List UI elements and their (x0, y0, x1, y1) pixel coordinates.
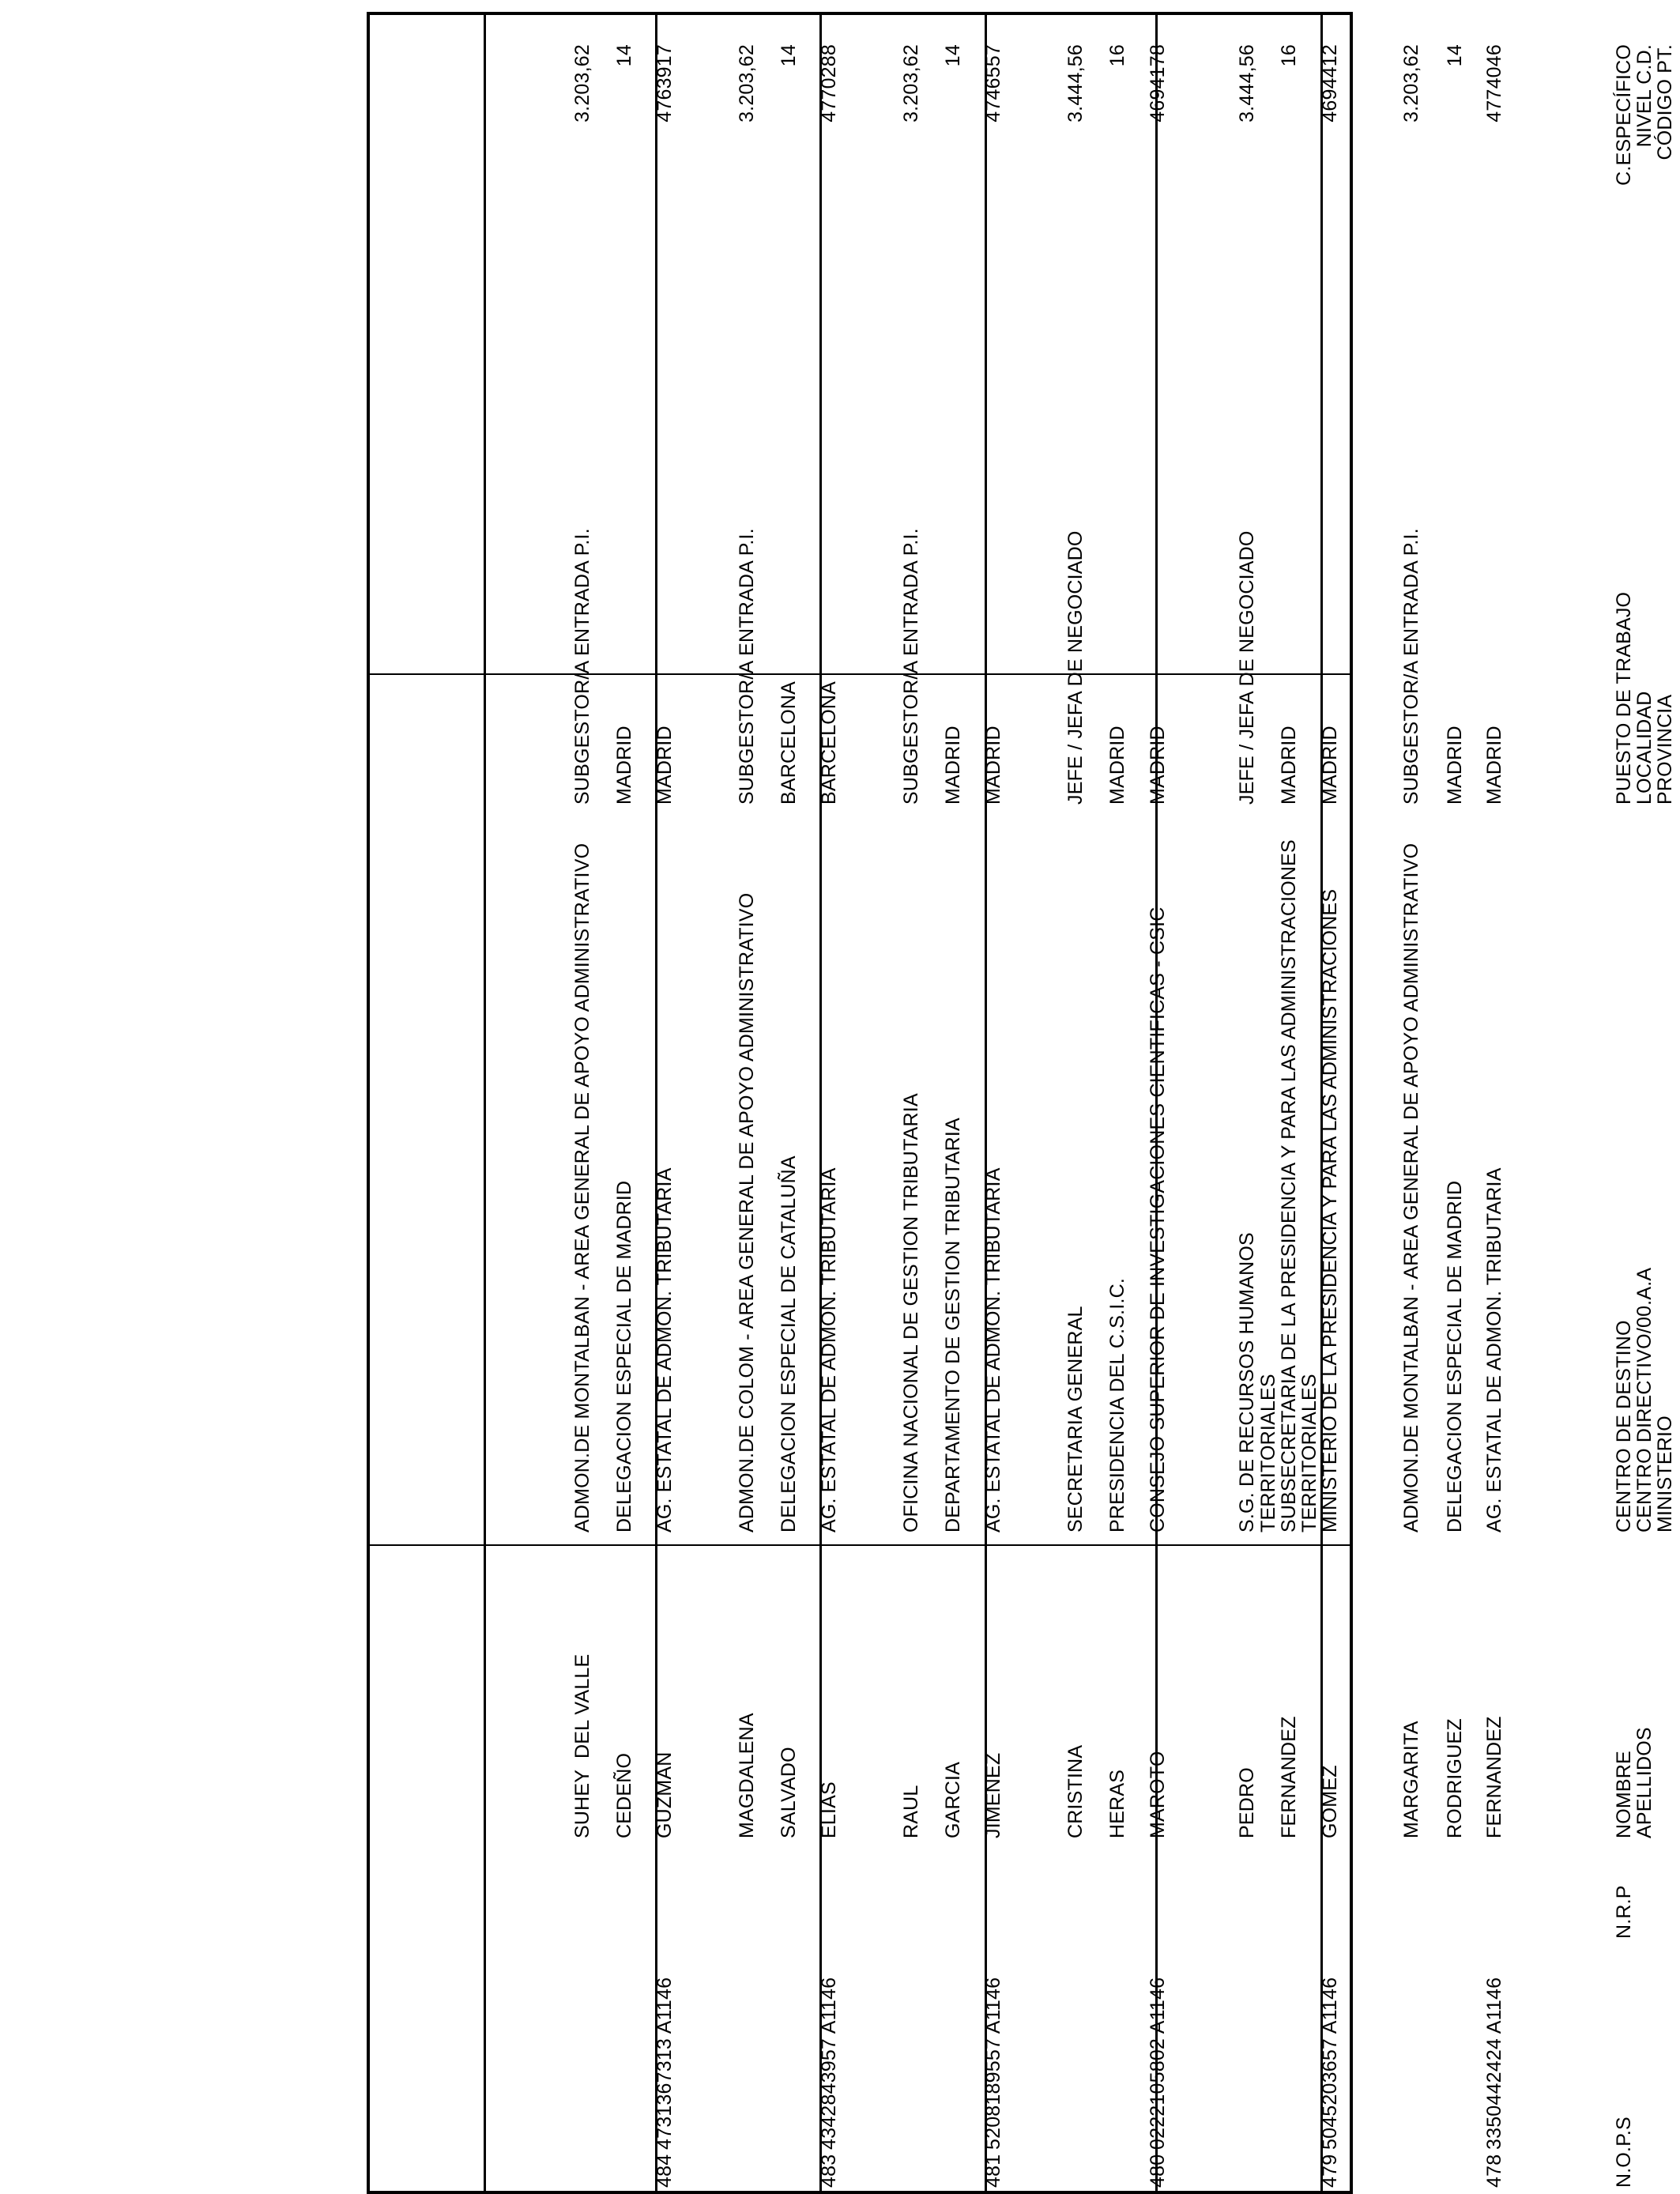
codigo-value: 4746557 (982, 44, 1004, 123)
localidad-value: BARCELONA (778, 680, 800, 805)
apellido2-value: FERNANDEZ (1278, 1716, 1300, 1838)
centro-destino-value: ADMON.DE MONTALBAN - AREA GENERAL DE APOYO ADMINISTRATIVO (1400, 843, 1422, 1532)
provincia-value: MADRID (1147, 726, 1169, 805)
nops-value: 484 (654, 2154, 676, 2188)
apellido2-value: HERAS (1106, 1769, 1128, 1838)
nops-value: 483 (818, 2154, 840, 2188)
ministerio-value: CONSEJO SUPERIOR DE INVESTIGACIONES CIENTIFICAS - CSIC (1147, 907, 1169, 1532)
codigo-value: 4763917 (654, 44, 676, 123)
header-nops: N.O.P.S (1613, 2117, 1635, 2188)
header-provincia: PROVINCIA (1654, 694, 1676, 805)
centro-destino-value: ADMON.DE COLOM - AREA GENERAL DE APOYO ADMINISTRATIVO (736, 892, 758, 1532)
nrp-value: 4731367313 A1146 (654, 1977, 676, 2150)
ministerio-line2: TERRITORIALES (1298, 1374, 1320, 1532)
provincia-value: MADRID (1319, 726, 1341, 805)
row-separator (985, 12, 987, 2194)
column-divider (367, 673, 1353, 675)
header-localidad: LOCALIDAD (1633, 691, 1656, 805)
nivel-value: 14 (778, 44, 800, 67)
nivel-value: 14 (613, 44, 635, 67)
column-divider (367, 1544, 1353, 1546)
puesto-value: SUBGESTOR/A ENTRADA P.I. (736, 528, 758, 805)
nrp-value: 3350442424 A1146 (1483, 1977, 1505, 2150)
ministerio-value: AG. ESTATAL DE ADMON. TRIBUTARIA (654, 1167, 676, 1532)
provincia-value: MADRID (1483, 726, 1505, 805)
row-separator (819, 12, 822, 2194)
centro-destino-value: ADMON.DE MONTALBAN - AREA GENERAL DE APOYO ADMINISTRATIVO (571, 843, 593, 1532)
localidad-value: MADRID (613, 726, 635, 805)
provincia-value: MADRID (654, 726, 676, 805)
nops-value: 481 (982, 2154, 1004, 2188)
codigo-value: 4694178 (1147, 44, 1169, 123)
header-nivel: NIVEL C.D. (1633, 44, 1656, 148)
nombre-value: MAGDALENA (736, 1713, 758, 1838)
provincia-value: BARCELONA (818, 680, 840, 805)
nrp-value: 5045203657 A1146 (1319, 1977, 1341, 2150)
apellido1-value: GOMEZ (1319, 1765, 1341, 1838)
nombre-value: RAUL (900, 1785, 922, 1838)
puesto-value: SUBGESTOR/A ENTRADA P.I. (900, 528, 922, 805)
especifico-value: 3.203,62 (736, 44, 758, 123)
especifico-value: 3.203,62 (571, 44, 593, 123)
ministerio-value: AG. ESTATAL DE ADMON. TRIBUTARIA (1483, 1167, 1505, 1532)
table-frame (367, 12, 1353, 2194)
nombre-value: MARGARITA (1400, 1721, 1422, 1838)
especifico-value: 3.203,62 (1400, 44, 1422, 123)
nivel-value: 14 (1444, 44, 1466, 67)
centro-destino-value: SECRETARIA GENERAL (1064, 1306, 1087, 1532)
header-nombre: NOMBRE (1613, 1751, 1635, 1838)
puesto-value: SUBGESTOR/A ENTRADA P.I. (1400, 528, 1422, 805)
apellido1-value: MAROTO (1147, 1751, 1169, 1838)
header-codigo: CÓDIGO PT. (1654, 44, 1676, 160)
apellido1-value: ELIAS (818, 1781, 840, 1838)
header-especifico: C.ESPECÍFICO (1613, 44, 1635, 186)
nops-value: 479 (1319, 2154, 1341, 2188)
nivel-value: 14 (942, 44, 964, 67)
localidad-value: MADRID (942, 726, 964, 805)
nombre-value: SUHEY DEL VALLE (571, 1653, 593, 1838)
nops-value: 480 (1147, 2154, 1169, 2188)
puesto-value: JEFE / JEFA DE NEGOCIADO (1236, 530, 1258, 805)
header-centro-destino: CENTRO DE DESTINO (1613, 1320, 1635, 1532)
codigo-value: 4774046 (1483, 44, 1505, 123)
nrp-value: 4342843957 A1146 (818, 1977, 840, 2150)
apellido2-value: CEDEÑO (613, 1752, 635, 1838)
header-ministerio: MINISTERIO (1654, 1416, 1676, 1532)
centro-directivo-value: DEPARTAMENTO DE GESTION TRIBUTARIA (942, 1118, 964, 1532)
centro-directivo-value: DELEGACION ESPECIAL DE MADRID (613, 1180, 635, 1532)
apellido1-value: FERNANDEZ (1483, 1716, 1505, 1838)
apellido2-value: SALVADO (778, 1747, 800, 1838)
ministerio-value: AG. ESTATAL DE ADMON. TRIBUTARIA (982, 1167, 1004, 1532)
especifico-value: 3.203,62 (900, 44, 922, 123)
localidad-value: MADRID (1278, 726, 1300, 805)
centro-directivo-value: DELEGACION ESPECIAL DE MADRID (1444, 1180, 1466, 1532)
especifico-value: 3.444,56 (1236, 44, 1258, 123)
apellido1-value: GUZMAN (654, 1751, 676, 1838)
nivel-value: 16 (1278, 44, 1300, 67)
codigo-value: 4694412 (1319, 44, 1341, 123)
centro-directivo-value: DELEGACION ESPECIAL DE CATALUÑA (778, 1155, 800, 1532)
ministerio-line1: MINISTERIO DE LA PRESIDENCIA Y PARA LAS ADMINISTRACIONES (1319, 888, 1341, 1532)
ministerio-value: AG. ESTATAL DE ADMON. TRIBUTARIA (818, 1167, 840, 1532)
nombre-value: CRISTINA (1064, 1744, 1087, 1838)
puesto-value: JEFE / JEFA DE NEGOCIADO (1064, 530, 1087, 805)
row-separator (655, 12, 657, 2194)
puesto-value: SUBGESTOR/A ENTRADA P.I. (571, 528, 593, 805)
centro-destino-value: OFICINA NACIONAL DE GESTION TRIBUTARIA (900, 1093, 922, 1532)
localidad-value: MADRID (1106, 726, 1128, 805)
header-apellidos: APELLIDOS (1633, 1727, 1656, 1838)
header-nrp: N.R.P (1613, 1885, 1635, 1939)
provincia-value: MADRID (982, 726, 1004, 805)
centro-directivo-line2: TERRITORIALES (1257, 1374, 1279, 1532)
nombre-value: PEDRO (1236, 1767, 1258, 1838)
apellido2-value: GARCIA (942, 1761, 964, 1838)
header-centro-directivo: CENTRO DIRECTIVO/00.A.A (1633, 1267, 1656, 1532)
nrp-value: 0222105802 A1146 (1147, 1977, 1169, 2150)
header-puesto: PUESTO DE TRABAJO (1613, 591, 1635, 805)
row-separator (484, 12, 486, 2194)
nivel-value: 16 (1106, 44, 1128, 67)
nrp-value: 5208189557 A1146 (982, 1977, 1004, 2150)
apellido1-value: JIMENEZ (982, 1752, 1004, 1838)
centro-destino-value: S.G. DE RECURSOS HUMANOS (1236, 1232, 1258, 1532)
centro-directivo-value: PRESIDENCIA DEL C.S.I.C. (1106, 1277, 1128, 1532)
centro-directivo-line1: SUBSECRETARIA DE LA PRESIDENCIA Y PARA LAS ADMINISTRACIONES (1278, 839, 1300, 1532)
localidad-value: MADRID (1444, 726, 1466, 805)
apellido2-value: RODRIGUEZ (1444, 1718, 1466, 1838)
especifico-value: 3.444,56 (1064, 44, 1087, 123)
nops-value: 478 (1483, 2154, 1505, 2188)
codigo-value: 4770288 (818, 44, 840, 123)
